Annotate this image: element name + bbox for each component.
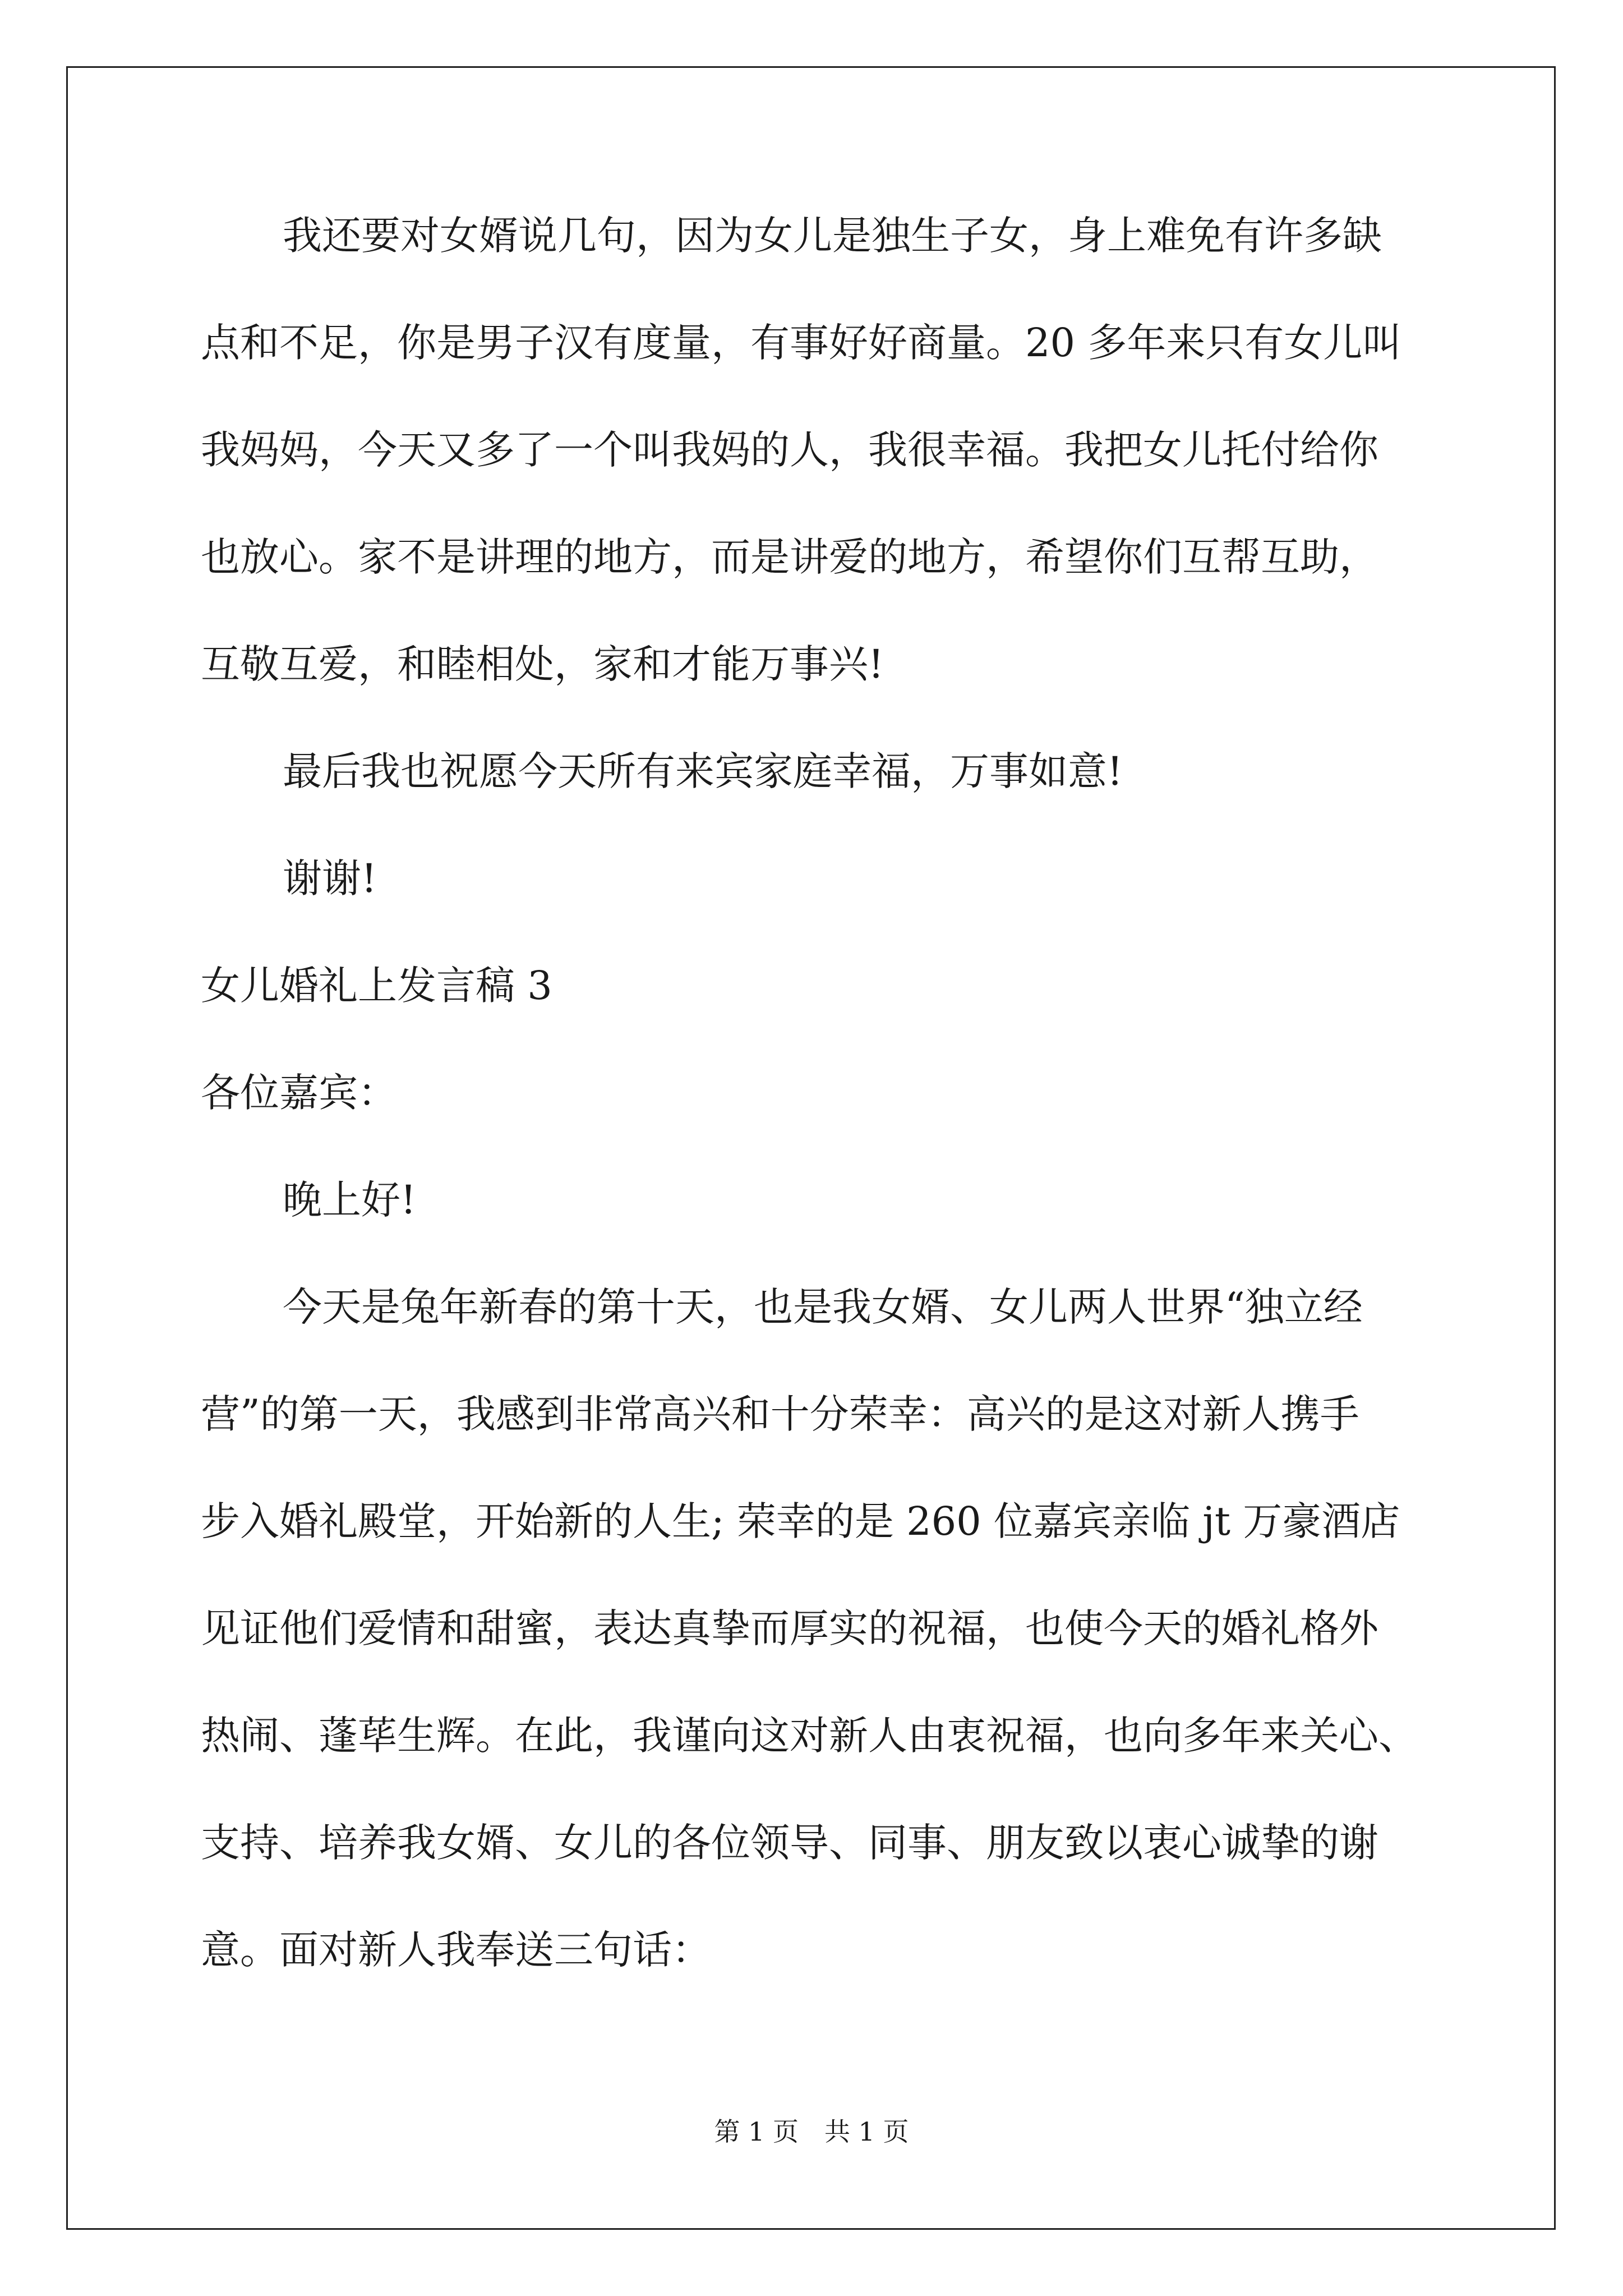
section-heading: 女儿婚礼上发言稿 3 [201, 963, 552, 1009]
page-number-footer: 第 1 页 共 1 页 [714, 2116, 909, 2147]
text-line: 也放心。家不是讲理的地方，而是讲爱的地方，希望你们互帮互助， [201, 534, 1378, 580]
text-line: 谢谢! [283, 855, 377, 901]
text-line: 步入婚礼殿堂，开始新的人生; 荣幸的是 260 位嘉宾亲临 jt 万豪酒店 [201, 1498, 1400, 1544]
text-line: 最后我也祝愿今天所有来宾家庭幸福，万事如意! [283, 748, 1123, 794]
page-border [66, 66, 1556, 2230]
text-line: 我妈妈，今天又多了一个叫我妈的人，我很幸福。我把女儿托付给你 [201, 427, 1378, 473]
text-line: 今天是兔年新春的第十天，也是我女婿、女儿两人世界“独立经 [283, 1284, 1363, 1330]
text-line: 点和不足，你是男子汉有度量，有事好好商量。20 多年来只有女儿叫 [201, 320, 1402, 366]
text-line: 互敬互爱，和睦相处，家和才能万事兴! [201, 641, 884, 687]
greeting: 晚上好! [283, 1177, 417, 1223]
text-line: 营”的第一天，我感到非常高兴和十分荣幸：高兴的是这对新人携手 [201, 1391, 1359, 1437]
text-line: 见证他们爱情和甜蜜，表达真挚而厚实的祝福，也使今天的婚礼格外 [201, 1605, 1378, 1651]
text-line: 意。面对新人我奉送三句话： [201, 1927, 711, 1973]
salutation: 各位嘉宾： [201, 1070, 397, 1116]
text-line: 热闹、蓬荜生辉。在此，我谨向这对新人由衷祝福，也向多年来关心、 [201, 1713, 1418, 1759]
text-line: 支持、培养我女婿、女儿的各位领导、同事、朋友致以衷心诚挚的谢 [201, 1820, 1378, 1866]
text-line: 我还要对女婿说几句，因为女儿是独生子女，身上难免有许多缺 [283, 213, 1382, 259]
